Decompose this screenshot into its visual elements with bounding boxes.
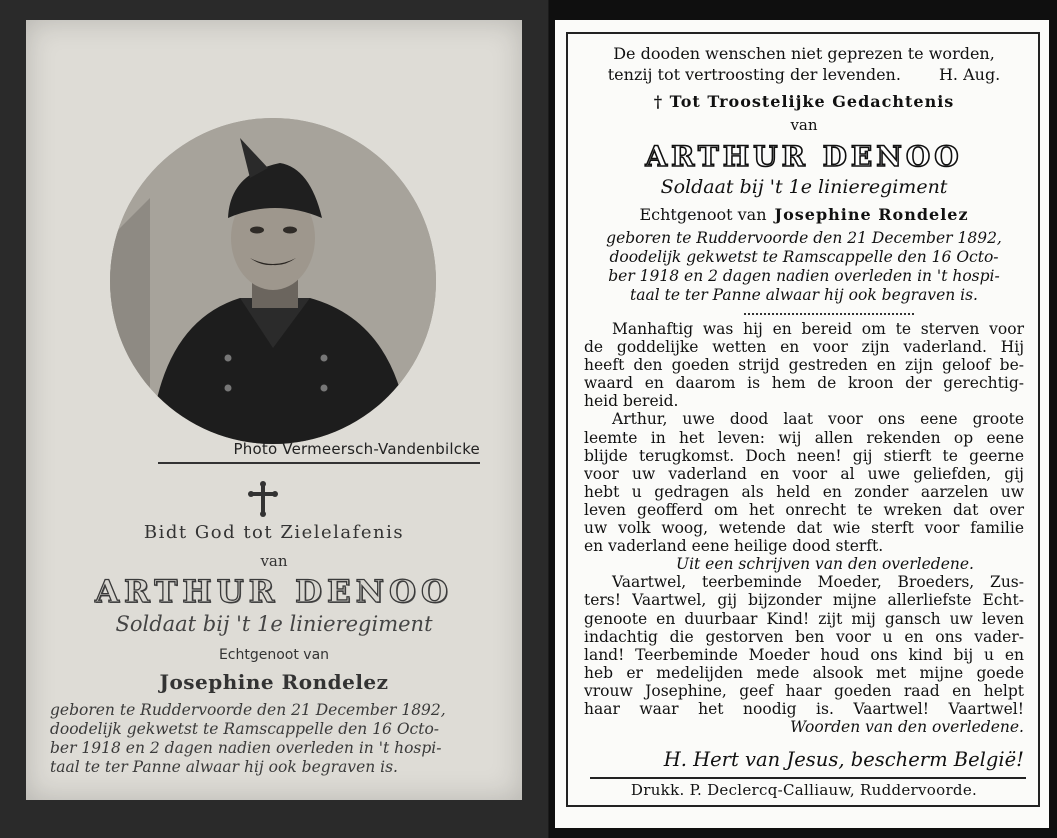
body-line: hebt u gedragen als held en zonder aarzelen uw [584,482,1024,501]
photo-credit: Photo Vermeersch-Vandenbilcke [158,440,480,464]
body-line: uw volk woog, wetende dat wie sterft voor familie [584,519,1024,538]
body-line: land! Teerbeminde Moeder houd ons kind bij u en [584,645,1024,664]
printer-imprint: Drukk. P. Declercq-Calliauw, Ruddervoorde. [630,781,978,799]
birth-line: geboren te Ruddervoorde den 21 December 1892, [606,229,1002,247]
birth-death-details [584,229,1024,305]
memorial-heading: † Tot Troostelijke Gedachtenis [653,92,955,111]
birth-line: doodelijk gekwetst te Ramscappelle den 16 Octo- [50,720,440,738]
quote-line: tenzij tot vertroosting der levenden. [607,65,901,84]
birth-line: taal te ter Panne alwaar hij ook begraven is. [50,758,398,776]
birth-line: taal te ter Panne alwaar hij ook begraven is. [630,286,978,304]
deceased-name: ARTHUR DENOO [645,140,963,173]
words-attribution: Woorden van den overledene. [790,718,1024,737]
spouse-name: Josephine Rondelez [159,670,389,694]
body-line: leemte in het leven: wij allen rekenden op eene [584,428,1024,447]
rank-line: Soldaat bij 't 1e linieregiment [115,612,433,636]
soldier-portrait-photo [110,118,436,444]
printer-divider [590,777,1026,779]
body-line: blijde terugkomst. Doch neen! gij stierft te geerne [584,446,1024,465]
augustine-quote [584,43,1024,85]
spouse-label: Echtgenoot van [218,647,330,663]
body-line: voor uw vaderland en voor al uwe geliefden, gij [584,464,1024,483]
birth-death-details [50,701,490,777]
van-label: van [260,552,288,570]
soldier-portrait-illustration [110,118,436,444]
spouse-row [584,205,1024,224]
body-line: vrouw Josephine, geef haar goeden raad en helpt [584,681,1024,700]
body-line: indachtig die gestorven ben voor u en ons vader- [584,627,1024,646]
body-line: de goddelijke wetten en voor zijn vaderland. Hij [584,338,1024,357]
body-line: en vaderland eene heilige dood sterft. [584,537,884,556]
sacred-heart-invocation: H. Hert van Jesus, bescherm België! [663,748,1024,771]
birth-line: geboren te Ruddervoorde den 21 December 1892, [50,701,446,719]
quote-line-with-author [584,64,1024,85]
body-line: Arthur, uwe dood laat voor ons eene groote [612,410,1024,429]
body-line: leven geofferd om het onrecht te wreken dat over [584,500,1024,519]
bleed-through-texture [86,62,466,122]
rank-line: Soldaat bij 't 1e linieregiment [660,176,948,198]
body-line: Manhaftig was hij en bereid om te sterven voor [612,320,1024,338]
van-label: van [790,116,818,134]
body-line: heid bereid. [584,392,679,411]
cross-icon [248,481,278,517]
quote-author: H. Aug. [938,65,1001,84]
body-line: waard en daarom is hem de kroon der gerechtig- [584,374,1024,393]
birth-line: ber 1918 en 2 dagen nadien overleden in 't hospi- [608,267,1000,285]
body-line: genoote en duurbaar Kind! zijt mij gansch uw leven [584,609,1024,628]
birth-line: ber 1918 en 2 dagen nadien overleden in 't hospi- [50,739,442,757]
quote-line: De dooden wenschen niet geprezen te worden, [613,44,995,63]
memorial-text [584,320,1024,736]
spouse-label: Echtgenoot van [639,205,767,224]
spouse-name: Josephine Rondelez [774,205,969,224]
dotted-divider [744,313,914,315]
birth-line: doodelijk gekwetst te Ramscappelle den 16 Octo- [609,248,999,266]
body-line: heb er medelijden mede alsook met mijne goede [584,663,1024,682]
deceased-name: ARTHUR DENOO [94,574,454,610]
body-line: ters! Vaartwel, gij bijzonder mijne allerliefste Echt- [584,591,1024,610]
body-line: heeft den goeden strijd gestreden en zijn geloof be- [584,356,1024,375]
letter-attribution: Uit een schrijven van den overledene. [676,555,974,574]
body-line: Vaartwel, teerbeminde Moeder, Broeders, Zus- [612,573,1024,592]
prayer-heading: Bidt God tot Zielelafenis [143,522,405,543]
body-line: haar waar het noodig is. Vaartwel! Vaartwel! [584,699,1024,718]
